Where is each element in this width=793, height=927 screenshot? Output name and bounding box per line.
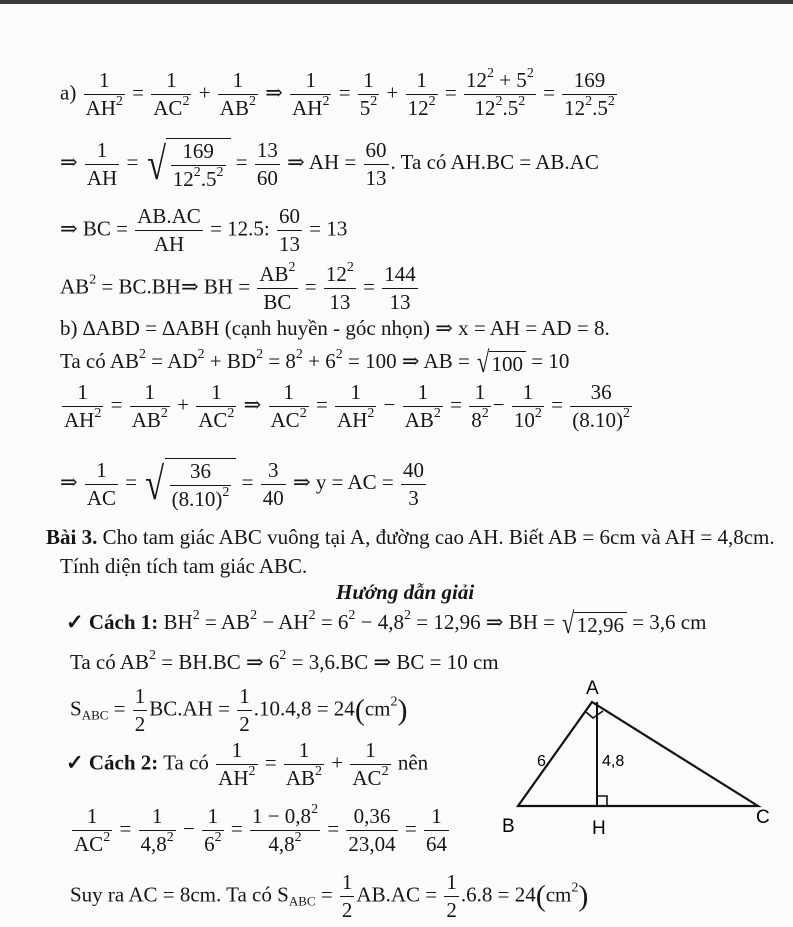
point-c-label: C: [756, 807, 770, 828]
point-b-label: B: [502, 816, 515, 837]
method-1-line-2: Ta có $AB^2 = BH.BC$ ⇒ $6^2 = 3,6.BC$ ⇒ BC = 10 cm: [70, 648, 499, 674]
problem-3-title: Bài 3.: [46, 525, 98, 549]
problem-3-statement: Bài 3. Cho tam giác ABC vuông tại A, đường cao AH. Biết AB = 6cm và AH = 4,8cm.: [46, 525, 775, 549]
method-2-line: ✓ Cách 2: Ta có $\frac{1}{AH^2}$ = $\frac{1}{AB^2}$ + $\frac{1}{AC^2}$ nên: [66, 738, 429, 790]
part-b-line-2: Ta có $AB^2 = AD^2 + BD^2 = 8^2 + 6^2 = 100$ ⇒ AB = √ 100 = 10: [60, 346, 570, 379]
problem-3-statement-2: Tính diện tích tam giác ABC.: [60, 554, 308, 578]
solution-heading: Hướng dẫn giải: [336, 580, 475, 604]
final-line: Suy ra AC = 8cm. Ta có $S_{ABC}$ = $\frac{1}{2}$ AB.AC = $\frac{1}{2}$ $.6.8 = 24(cm^2)$: [70, 870, 589, 922]
right-angle-a: [586, 711, 603, 718]
area-line-1: $S_{ABC}$ = $\frac{1}{2}$ BC.AH = $\frac{1}{2}$ $.10.4,8 = 24(cm^2)$: [70, 684, 408, 736]
point-a-label: A: [586, 678, 599, 699]
part-a-line-3: ⇒ BC = $\frac{AB.AC}{AH}$ = 12.5: $\frac{60}{13}$ = 13: [60, 204, 348, 256]
part-label-a: a): [60, 80, 77, 105]
point-h-label: H: [592, 818, 606, 839]
part-b-line-1: b) ∆ABD = ∆ABH (cạnh huyền - góc nhọn) ⇒ x = AH = AD = 8.: [60, 316, 610, 340]
method-1-line: ✓ Cách 1: $BH^2 = AB^2 - AH^2 = 6^2 - 4,8^2 = 12,96$ ⇒ BH = √ 12,96 = 3,6 cm: [66, 607, 707, 640]
side-ab-label: 6: [537, 753, 546, 770]
height-ah-label: 4,8: [602, 753, 625, 770]
part-b-line-3: $\frac{1}{AH^2}$ = $\frac{1}{AB^2}$ + $\frac{1}{AC^2}$ ⇒ $\frac{1}{AC^2}$ = $\frac{1}{AH^2}$ − $\frac{1}{AB^2}$ = $\frac{1}{8^2}$ − $\frac{1}{10^2}$ = $\frac{36}{(8.10)^2}$: [64, 380, 630, 432]
part-a-line-1: a) $\frac{1}{AH^2}$ = $\frac{1}{AC^2}$ + $\frac{1}{AB^2}$ ⇒ $\frac{1}{AH^2}$ = $\frac{1}{5^2}$ + $\frac{1}{12^2}$ = $\frac{12^2 + 5^2}{12^2.5^2}$ = $\frac{169}{12^2.5^2}$: [60, 66, 615, 120]
triangle-abc: [518, 702, 758, 806]
part-b-line-4: ⇒ $\frac{1}{AC}$ = √ $\frac{36}{(8.10)^2}$ = $\frac{3}{40}$ ⇒ y = AC = $\frac{40}{3}$: [60, 457, 425, 511]
part-a-line-2: ⇒ $\frac{1}{AH}$ = √ $\frac{169}{12^2.5^2}$ = $\frac{13}{60}$ ⇒ AH = $\frac{60}{13}$ . Ta có AH.BC = AB.AC: [60, 137, 599, 191]
part-a-line-4: $AB^2$ = BC.BH⇒ BH = $\frac{AB^2}{BC}$ = $\frac{12^2}{13}$ = $\frac{144}{13}$: [60, 260, 416, 314]
right-angle-h: [597, 796, 607, 806]
method-2-line-2: $\frac{1}{AC^2}$ = $\frac{1}{4,8^2}$ − $\frac{1}{6^2}$ = $\frac{1 - 0,8^2}{4,8^2}$ = $\frac{0,36}{23,04}$ = $\frac{1}{64}$: [74, 802, 447, 856]
